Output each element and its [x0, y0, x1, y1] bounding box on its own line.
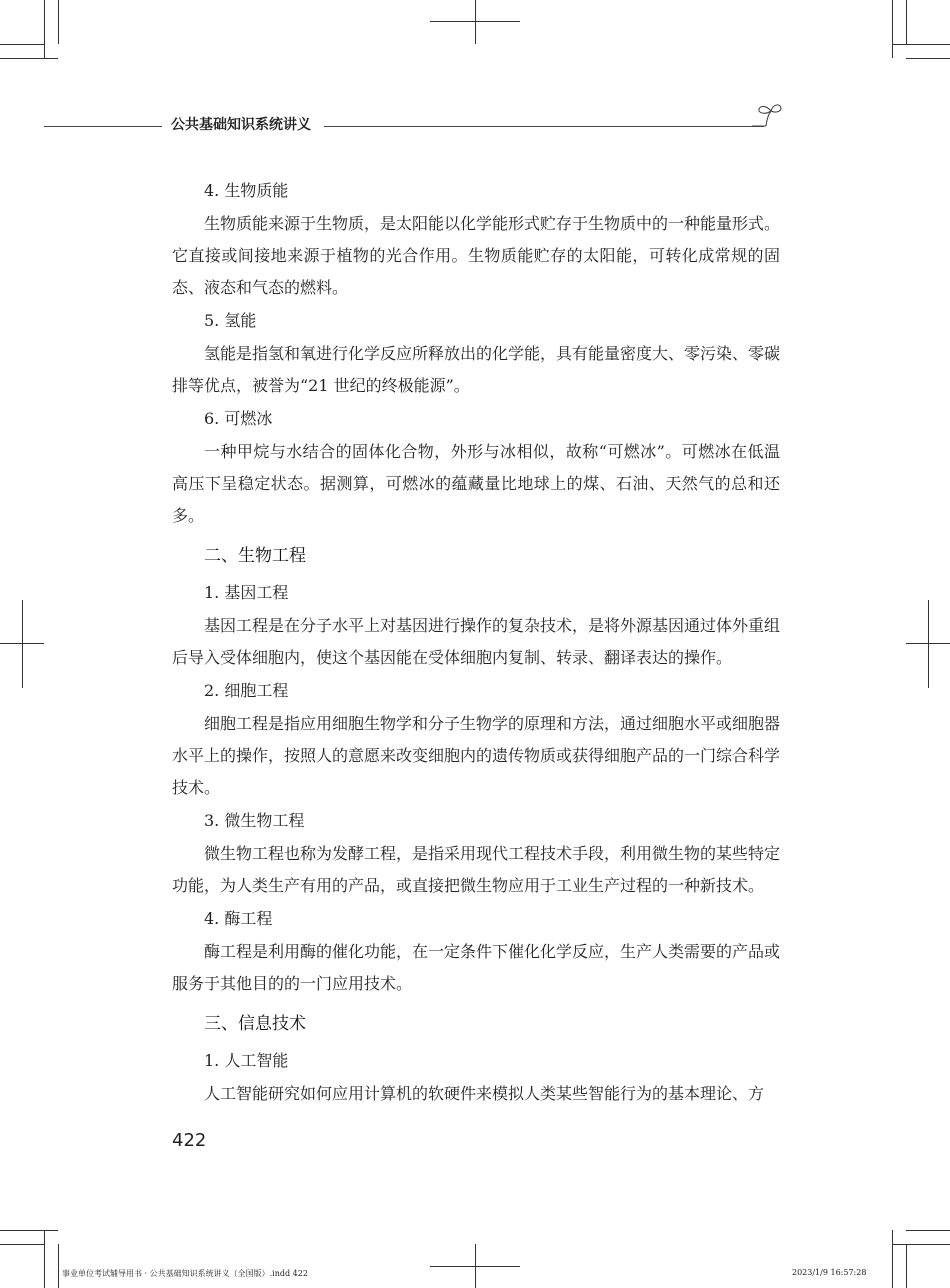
- paragraph-genetic-engineering: 基因工程是在分子水平上对基因进行操作的复杂技术，是将外源基因通过体外重组后导入受体细胞内，使这个基因能在受体细胞内复制、转录、翻译表达的操作。: [172, 616, 781, 667]
- subheading-hydrogen: 5. 氢能: [204, 311, 257, 330]
- paragraph-hydrogen: 氢能是指氢和氧进行化学反应所释放出的化学能，具有能量密度大、零污染、零碳排等优点，被誉为“21 世纪的终极能源”。: [172, 344, 781, 395]
- subheading-microbial-engineering: 3. 微生物工程: [204, 811, 305, 830]
- section-title-information-technology: 三、信息技术: [204, 1014, 306, 1034]
- header-rule-left: [44, 126, 162, 127]
- paragraph-enzyme-engineering: 酶工程是利用酶的催化功能，在一定条件下催化化学反应，生产人类需要的产品或服务于其他目的的一门应用技术。: [172, 942, 781, 993]
- paragraph-artificial-intelligence: 人工智能研究如何应用计算机的软硬件来模拟人类某些智能行为的基本理论、方: [204, 1084, 765, 1103]
- running-header: [44, 108, 784, 138]
- subheading-cell-engineering: 2. 细胞工程: [204, 681, 289, 700]
- subheading-artificial-intelligence: 1. 人工智能: [204, 1051, 289, 1070]
- subheading-combustible-ice: 6. 可燃冰: [204, 409, 273, 428]
- footer-timestamp: 2023/1/9 16:57:28: [792, 1268, 867, 1277]
- footer-file-info: 事业单位考试辅导用书 · 公共基础知识系统讲义（全国版）.indd 422: [62, 1269, 308, 1278]
- paragraph-cell-engineering: 细胞工程是指应用细胞生物学和分子生物学的原理和方法，通过细胞水平或细胞器水平上的操作，按照人的意愿来改变细胞内的遗传物质或获得细胞产品的一门综合科学技术。: [172, 714, 781, 797]
- sprout-icon: [752, 102, 784, 132]
- paragraph-biomass: 生物质能来源于生物质，是太阳能以化学能形式贮存于生物质中的一种能量形式。它直接或间接地来源于植物的光合作用。生物质能贮存的太阳能，可转化成常规的固态、液态和气态的燃料。: [172, 214, 781, 297]
- page-number: 422: [172, 1130, 207, 1151]
- header-title: 公共基础知识系统讲义: [171, 117, 311, 133]
- main-content: [172, 174, 780, 1110]
- paragraph-microbial-engineering: 微生物工程也称为发酵工程，是指采用现代工程技术手段，利用微生物的某些特定功能，为人类生产有用的产品，或直接把微生物应用于工业生产过程的一种新技术。: [172, 844, 781, 895]
- paragraph-combustible-ice: 一种甲烷与水结合的固体化合物，外形与冰相似，故称“可燃冰”。可燃冰在低温高压下呈稳定状态。据测算，可燃冰的蕴藏量比地球上的煤、石油、天然气的总和还多。: [172, 442, 780, 525]
- subheading-enzyme-engineering: 4. 酶工程: [204, 909, 273, 928]
- subheading-biomass: 4. 生物质能: [204, 181, 289, 200]
- section-title-bioengineering: 二、生物工程: [204, 546, 306, 566]
- header-rule-right: [324, 126, 764, 127]
- subheading-genetic-engineering: 1. 基因工程: [204, 583, 289, 602]
